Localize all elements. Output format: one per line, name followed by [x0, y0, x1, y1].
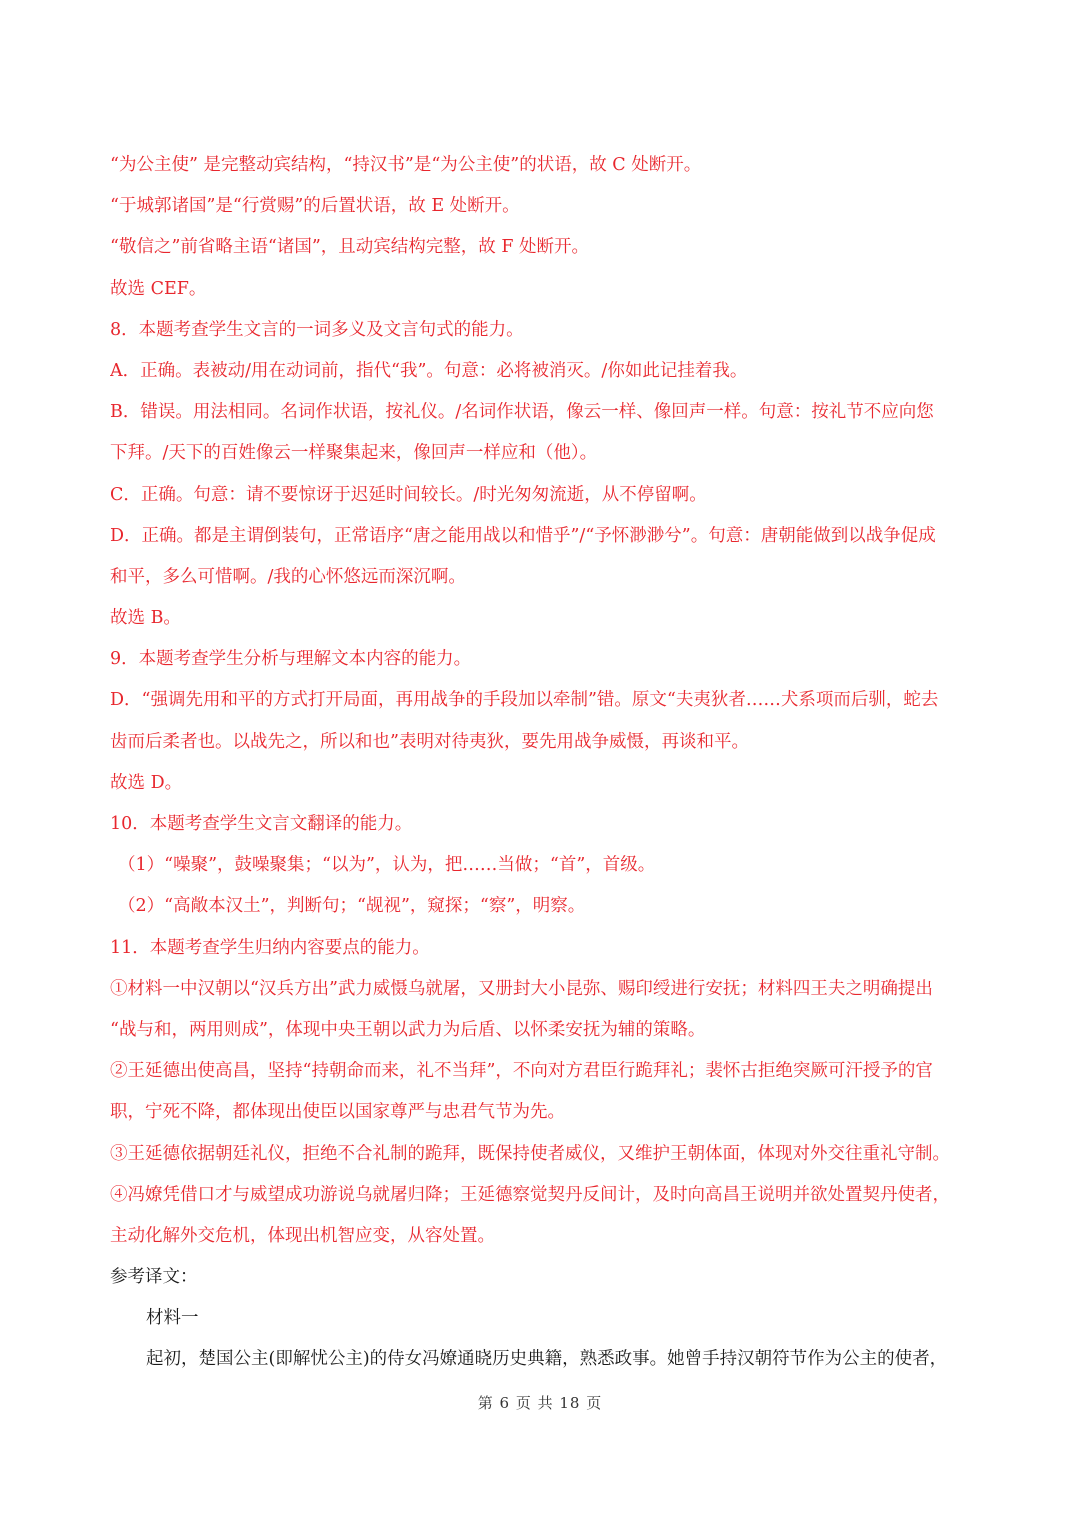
- text-line: （1）“噪聚”，鼓噪聚集；“以为”，认为，把……当做；“首”，首级。: [118, 855, 656, 876]
- text-line: 职，宁死不降，都体现出使臣以国家尊严与忠君气节为先。: [110, 1102, 565, 1123]
- text-line: ④冯嫽凭借口才与威望成功游说乌就屠归降；王延德察觉契丹反间计，及时向高昌王说明并欲处置契丹使者，: [110, 1184, 950, 1205]
- text-line: ③王延德依据朝廷礼仪，拒绝不合礼制的跪拜，既保持使者威仪，又维护王朝体面，体现对外交往重礼守制。: [110, 1143, 950, 1164]
- text-line: 11．本题考查学生归纳内容要点的能力。: [110, 937, 430, 958]
- text-line: 材料一: [146, 1308, 199, 1329]
- text-line: 9．本题考查学生分析与理解文本内容的能力。: [110, 649, 472, 670]
- text-line: 和平，多么可惜啊。/我的心怀悠远而深沉啊。: [110, 566, 466, 587]
- text-line: （2）“高敞本汉土”，判断句；“觇视”，窥探；“察”，明察。: [118, 896, 586, 917]
- text-line: A．正确。表被动/用在动词前，指代“我”。句意：必将被消灭。/你如此记挂着我。: [110, 360, 748, 381]
- text-line: ②王延德出使高昌，坚持“持朝命而来，礼不当拜”，不向对方君臣行跪拜礼；裴怀古拒绝突厥可汗授予的官: [110, 1061, 933, 1082]
- text-line: D．“强调先用和平的方式打开局面，再用战争的手段加以牵制”错。原文“夫夷狄者……犬系项而后驯，蛇去: [110, 690, 939, 711]
- page-content: [110, 145, 980, 1381]
- text-line: 下拜。/天下的百姓像云一样聚集起来，像回声一样应和（他）。: [110, 443, 598, 464]
- text-line: B．错误。用法相同。名词作状语，按礼仪。/名词作状语，像云一样、像回声一样。句意：按礼节不应向您: [110, 402, 934, 423]
- text-line: “战与和，两用则成”，体现中央王朝以武力为后盾、以怀柔安抚为辅的策略。: [110, 1019, 706, 1040]
- text-line: C．正确。句意：请不要惊讶于迟延时间较长。/时光匆匆流逝，从不停留啊。: [110, 484, 707, 505]
- text-line: D．正确。都是主谓倒装句，正常语序“唐之能用战以和惜乎”/“予怀渺渺兮”。句意：唐朝能做到以战争促成: [110, 525, 936, 546]
- text-line: 起初，楚国公主(即解忧公主)的侍女冯嫽通晓历史典籍，熟悉政事。她曾手持汉朝符节作为公主的使者，: [146, 1349, 948, 1370]
- text-line: 8．本题考查学生文言的一词多义及文言句式的能力。: [110, 319, 524, 340]
- page-footer: 第 6 页 共 18 页: [477, 1394, 603, 1412]
- text-line: 主动化解外交危机，体现出机智应变，从容处置。: [110, 1225, 495, 1246]
- text-line: 参考译文：: [110, 1267, 198, 1288]
- text-line: 故选 B。: [110, 608, 181, 629]
- text-line: 故选 CEF。: [110, 278, 207, 299]
- text-line: 10．本题考查学生文言文翻译的能力。: [110, 814, 413, 834]
- text-line: 齿而后柔者也。以战先之，所以和也”表明对待夷狄，要先用战争威慑，再谈和平。: [110, 731, 749, 752]
- text-line: “为公主使” 是完整动宾结构，“持汉书”是“为公主使”的状语，故 C 处断开。: [110, 155, 702, 175]
- text-line: 故选 D。: [110, 772, 183, 793]
- text-line: “敬信之”前省略主语“诸国”，且动宾结构完整，故 F 处断开。: [110, 237, 590, 258]
- text-line: “于城郭诸国”是“行赏赐”的后置状语，故 E 处断开。: [110, 196, 520, 217]
- text-line: ①材料一中汉朝以“汉兵方出”武力威慑乌就屠，又册封大小昆弥、赐印绶进行安抚；材料四王夫之明确提出: [110, 978, 933, 999]
